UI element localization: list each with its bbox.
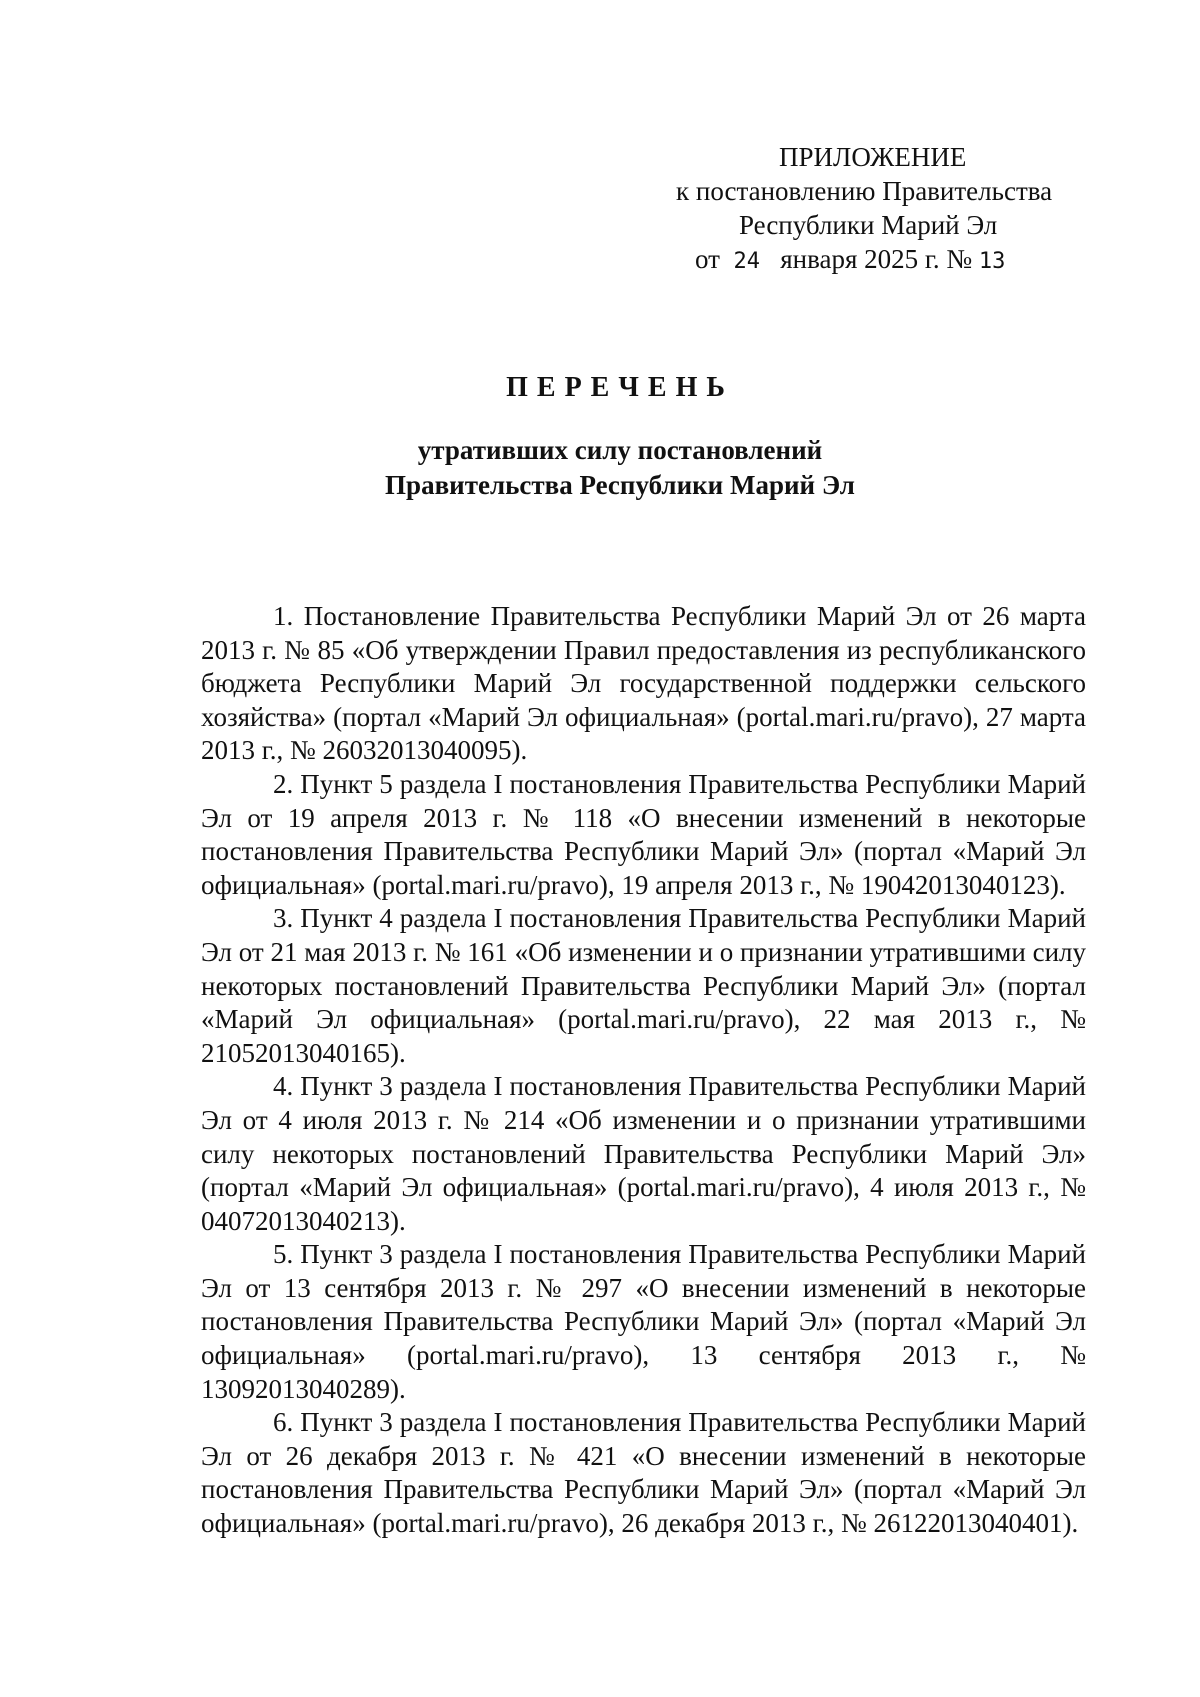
list-item <box>201 600 1086 768</box>
appendix-date-day: 24 <box>733 249 760 274</box>
appendix-label: ПРИЛОЖЕНИЕ <box>779 142 967 172</box>
appendix-date-middle: января 2025 г. № <box>780 244 973 274</box>
subtitle-line-1: утративших силу постановлений <box>417 435 823 465</box>
item-text: Пункт 3 раздела I постановления Правительства Республики Марий Эл от 4 июля 2013 г. № 214 «Об изменении и о признании утратившими силу некоторых постановлений Правительства Республики Марий Эл» (портал «Марий Эл официальная» (portal.mari.ru/pravo), 4 июля 2013 г., № 04072013040213). <box>201 1071 1086 1236</box>
document-title: ПЕРЕЧЕНЬ <box>506 372 734 403</box>
list-item <box>201 902 1086 1070</box>
item-text: Пункт 5 раздела I постановления Правительства Республики Марий Эл от 19 апреля 2013 г. № 118 «О внесении изменений в некоторые постановления Правительства Республики Марий Эл» (портал «Марий Эл официальная» (portal.mari.ru/pravo), 19 апреля 2013 г., № 19042013040123). <box>201 768 1086 900</box>
list-item <box>201 1406 1086 1540</box>
item-number: 6. <box>273 1407 294 1438</box>
appendix-reference: к постановлению Правительства <box>676 176 1053 206</box>
subtitle-line-2: Правительства Республики Марий Эл <box>385 470 855 500</box>
items-list <box>201 600 1086 1541</box>
item-number: 4. <box>273 1071 294 1102</box>
item-number: 2. <box>273 768 294 799</box>
document-subtitle <box>0 433 1200 503</box>
list-item <box>201 1238 1086 1406</box>
appendix-date-prefix: от <box>695 244 720 274</box>
list-item <box>201 1070 1086 1238</box>
item-text: Пункт 4 раздела I постановления Правительства Республики Марий Эл от 21 мая 2013 г. № 161 «Об изменении и о признании утратившими силу некоторых постановлений Правительства Республики Марий Эл» (портал «Марий Эл официальная» (portal.mari.ru/pravo), 22 мая 2013 г., № 21052013040165). <box>201 903 1086 1068</box>
item-text: Постановление Правительства Республики Марий Эл от 26 марта 2013 г. № 85 «Об утверждении Правил предоставления из республиканского бюджета Республики Марий Эл государственной поддержки сельского хозяйства» (портал «Марий Эл официальная» (portal.mari.ru/pravo), 27 марта 2013 г., № 26032013040095). <box>201 601 1087 766</box>
item-text: Пункт 3 раздела I постановления Правительства Республики Марий Эл от 13 сентября 2013 г. № 297 «О внесении изменений в некоторые постановления Правительства Республики Марий Эл» (портал «Марий Эл официальная» (portal.mari.ru/pravo), 13 сентября 2013 г., № 13092013040289). <box>201 1239 1086 1404</box>
item-text: Пункт 3 раздела I постановления Правительства Республики Марий Эл от 26 декабря 2013 г. № 421 «О внесении изменений в некоторые постановления Правительства Республики Марий Эл» (портал «Марий Эл официальная» (portal.mari.ru/pravo), 26 декабря 2013 г., № 26122013040401). <box>201 1407 1086 1539</box>
appendix-header <box>676 140 1096 279</box>
appendix-date-line <box>676 242 1096 279</box>
appendix-decree-number: 13 <box>978 249 1006 274</box>
item-number: 1. <box>273 601 294 631</box>
appendix-republic: Республики Марий Эл <box>739 210 998 240</box>
list-item <box>201 768 1086 902</box>
item-number: 3. <box>273 903 294 934</box>
item-number: 5. <box>273 1239 294 1270</box>
